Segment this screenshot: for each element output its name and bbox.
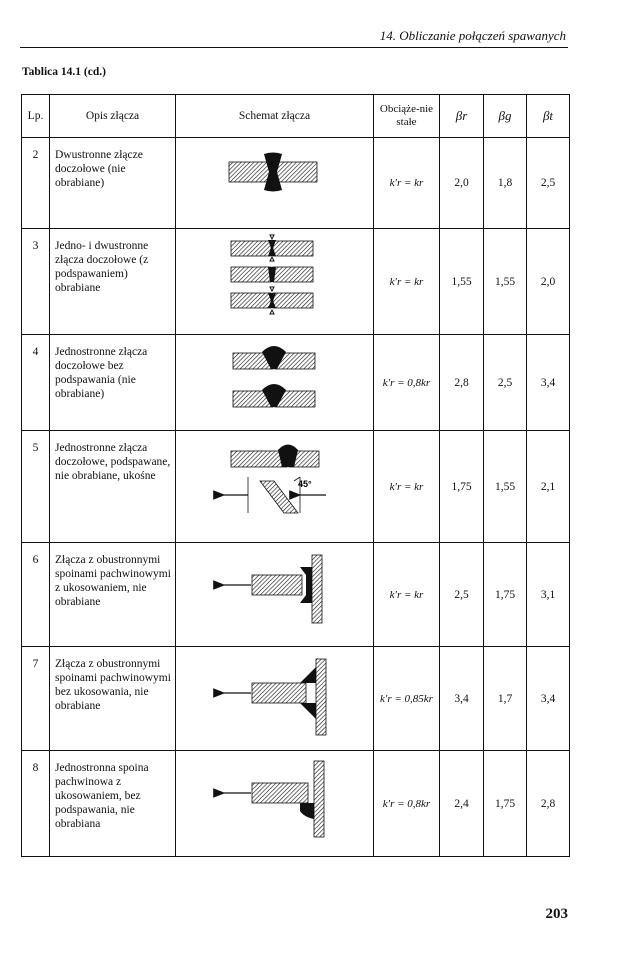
row-description: Dwustronne złącze doczołowe (nie obrabiane) — [50, 138, 176, 229]
joint-schematic — [176, 138, 374, 229]
row-beta-g: 1,7 — [484, 647, 527, 751]
row-beta-r: 3,4 — [440, 647, 484, 751]
row-load: k′r = kr — [374, 229, 440, 335]
table-row — [22, 229, 570, 335]
row-description: Złącza z obustronnymi spoinami pachwinowymi z ukosowaniem, nie obrabiane — [50, 543, 176, 647]
col-header-beta-r: βr — [440, 95, 484, 138]
row-beta-g: 1,55 — [484, 229, 527, 335]
oblique-butt-weld-diagram — [176, 431, 374, 542]
row-beta-r: 1,75 — [440, 431, 484, 543]
row-load: k′r = 0,85kr — [374, 647, 440, 751]
row-beta-g: 1,55 — [484, 431, 527, 543]
row-description: Jednostronne złącza doczołowe bez podspawania (nie obrabiane) — [50, 335, 176, 431]
joint-schematic — [176, 543, 374, 647]
row-beta-r: 1,55 — [440, 229, 484, 335]
row-beta-r: 2,8 — [440, 335, 484, 431]
row-load: k′r = kr — [374, 431, 440, 543]
row-beta-r: 2,4 — [440, 751, 484, 857]
row-lp: 7 — [22, 647, 50, 751]
row-beta-t: 3,1 — [527, 543, 570, 647]
header-rule — [20, 47, 568, 48]
row-beta-t: 2,8 — [527, 751, 570, 857]
joint-schematic — [176, 431, 374, 543]
row-lp: 2 — [22, 138, 50, 229]
double-sided-butt-weld-diagram — [176, 138, 374, 228]
row-beta-t: 3,4 — [527, 335, 570, 431]
table-row — [22, 431, 570, 543]
row-lp: 3 — [22, 229, 50, 335]
row-beta-t: 2,5 — [527, 138, 570, 229]
running-title: 14. Obliczanie połączeń spawanych — [379, 28, 566, 43]
table-header-row — [22, 95, 570, 138]
row-description: Jedno- i dwustronne złącza doczołowe (z podspawaniem) obrabiane — [50, 229, 176, 335]
joint-schematic — [176, 751, 374, 857]
single-fillet-weld-diagram — [176, 751, 374, 856]
bevelled-fillet-weld-diagram — [176, 543, 374, 646]
joint-schematic — [176, 647, 374, 751]
table-row — [22, 335, 570, 431]
page-number: 203 — [545, 906, 568, 922]
col-header-beta-g: βg — [484, 95, 527, 138]
row-load: k′r = 0,8kr — [374, 751, 440, 857]
row-lp: 8 — [22, 751, 50, 857]
table-row — [22, 751, 570, 857]
row-beta-g: 1,8 — [484, 138, 527, 229]
row-beta-r: 2,0 — [440, 138, 484, 229]
machined-butt-weld-diagram — [176, 229, 374, 334]
row-lp: 5 — [22, 431, 50, 543]
table-caption: Tablica 14.1 (cd.) — [22, 66, 106, 78]
row-description: Jednostronna spoina pachwinowa z ukosowaniem, bez podspawania, nie obrabiana — [50, 751, 176, 857]
row-lp: 6 — [22, 543, 50, 647]
row-beta-t: 2,0 — [527, 229, 570, 335]
table-row — [22, 138, 570, 229]
row-beta-g: 1,75 — [484, 751, 527, 857]
col-header-description: Opis złącza — [50, 95, 176, 138]
col-header-beta-t: βt — [527, 95, 570, 138]
joint-schematic — [176, 335, 374, 431]
row-description: Złącza z obustronnymi spoinami pachwinowymi bez ukosowania, nie obrabiane — [50, 647, 176, 751]
table-row — [22, 647, 570, 751]
row-load: k′r = kr — [374, 543, 440, 647]
row-beta-g: 1,75 — [484, 543, 527, 647]
single-sided-butt-weld-diagram — [176, 335, 374, 430]
row-load: k′r = kr — [374, 138, 440, 229]
double-fillet-weld-diagram — [176, 647, 374, 750]
col-header-load: Obciąże-nie stałe — [374, 95, 440, 138]
row-beta-t: 2,1 — [527, 431, 570, 543]
row-load: k′r = 0,8kr — [374, 335, 440, 431]
table-row — [22, 543, 570, 647]
row-beta-r: 2,5 — [440, 543, 484, 647]
col-header-lp: Lp. — [22, 95, 50, 138]
row-lp: 4 — [22, 335, 50, 431]
joint-schematic — [176, 229, 374, 335]
row-beta-t: 3,4 — [527, 647, 570, 751]
weld-joint-table — [21, 94, 570, 857]
row-description: Jednostronne złącza doczołowe, podspawane, nie obrabiane, ukośne — [50, 431, 176, 543]
row-beta-g: 2,5 — [484, 335, 527, 431]
angle-label: 45° — [298, 479, 312, 489]
col-header-schematic: Schemat złącza — [176, 95, 374, 138]
